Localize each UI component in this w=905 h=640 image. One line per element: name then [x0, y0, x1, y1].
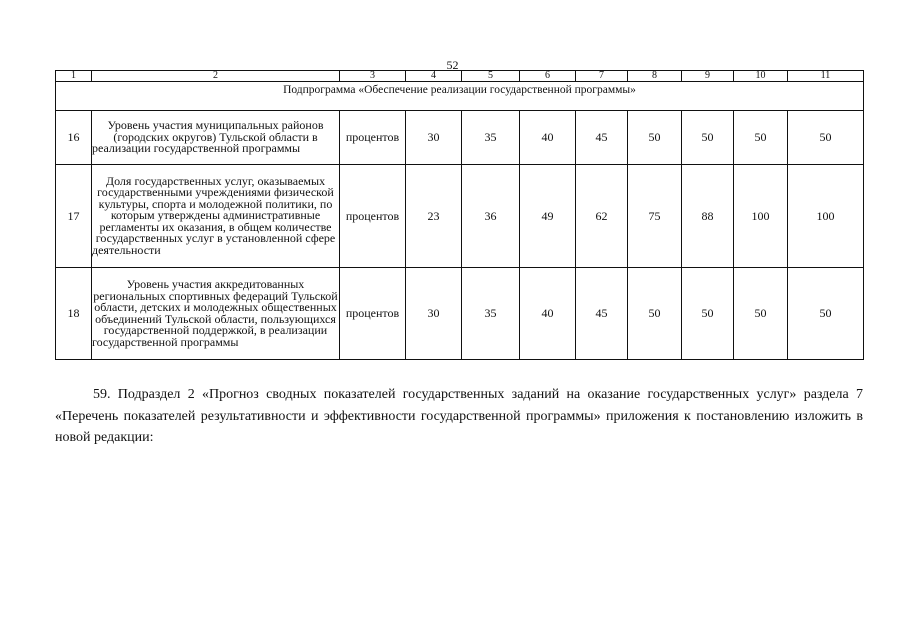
- column-header: 9: [682, 71, 734, 82]
- subprogram-title: Подпрограмма «Обеспечение реализации государственной программы»: [56, 82, 864, 111]
- column-header: 4: [406, 71, 462, 82]
- column-header: 7: [576, 71, 628, 82]
- row-value: 36: [462, 165, 520, 268]
- row-value: 50: [788, 268, 864, 360]
- column-header: 2: [92, 71, 340, 82]
- row-value: 35: [462, 268, 520, 360]
- row-value: 40: [520, 111, 576, 165]
- table-row: [56, 268, 864, 360]
- row-value: 30: [406, 111, 462, 165]
- row-value: 50: [734, 111, 788, 165]
- row-value: 88: [682, 165, 734, 268]
- amendment-paragraph: [55, 384, 863, 449]
- row-value: 75: [628, 165, 682, 268]
- page-number: 52: [446, 58, 459, 72]
- column-header: 8: [628, 71, 682, 82]
- table-header-row: [56, 71, 864, 82]
- table-row: [56, 165, 864, 268]
- row-value: 49: [520, 165, 576, 268]
- row-value: 100: [734, 165, 788, 268]
- row-unit: процентов: [340, 268, 406, 360]
- row-value: 23: [406, 165, 462, 268]
- row-value: 100: [788, 165, 864, 268]
- row-description: Уровень участия муниципальных районов (городских округов) Тульской области в реализации государственной программы: [92, 111, 340, 165]
- column-header: 1: [56, 71, 92, 82]
- row-unit: процентов: [340, 111, 406, 165]
- indicators-table: [55, 70, 864, 360]
- row-value: 40: [520, 268, 576, 360]
- column-header: 6: [520, 71, 576, 82]
- column-header: 5: [462, 71, 520, 82]
- row-number: 16: [56, 111, 92, 165]
- column-header: 11: [788, 71, 864, 82]
- row-value: 50: [788, 111, 864, 165]
- row-value: 50: [628, 268, 682, 360]
- row-number: 17: [56, 165, 92, 268]
- row-unit: процентов: [340, 165, 406, 268]
- row-value: 50: [734, 268, 788, 360]
- row-value: 45: [576, 111, 628, 165]
- column-header: 3: [340, 71, 406, 82]
- paragraph-text: 59. Подраздел 2 «Прогноз сводных показателей государственных заданий на оказание государственных услуг» раздела 7 «Перечень показателей результативности и эффективности государственной программы» приложения к постановлению изложить в новой редакции:: [55, 387, 863, 445]
- row-value: 45: [576, 268, 628, 360]
- table-row: [56, 111, 864, 165]
- row-value: 50: [628, 111, 682, 165]
- column-header: 10: [734, 71, 788, 82]
- row-description: Уровень участия аккредитованных региональных спортивных федераций Тульской области, детских и молодежных общественных объединений Тульской области, пользующихся государственной поддержкой, в реализации государственной программы: [92, 268, 340, 360]
- row-value: 30: [406, 268, 462, 360]
- subprogram-row: [56, 82, 864, 111]
- row-value: 50: [682, 111, 734, 165]
- row-value: 35: [462, 111, 520, 165]
- row-number: 18: [56, 268, 92, 360]
- row-value: 62: [576, 165, 628, 268]
- row-description: Доля государственных услуг, оказываемых государственными учреждениями физической культуры, спорта и молодежной политики, по которым утверждены административные регламенты их оказания, в общем количестве государственных услуг в установленной сфере деятельности: [92, 165, 340, 268]
- row-value: 50: [682, 268, 734, 360]
